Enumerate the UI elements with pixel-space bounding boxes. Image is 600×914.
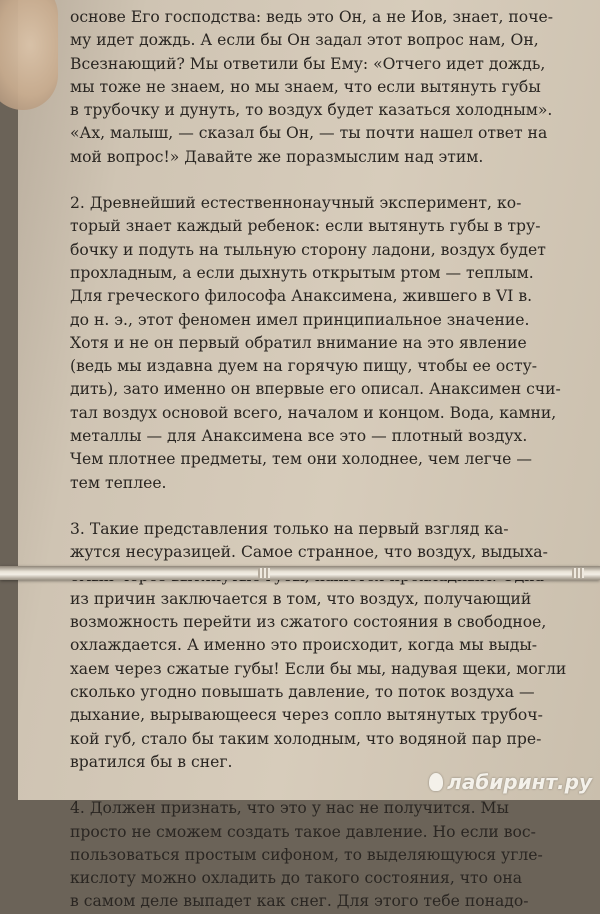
split-marker: [572, 568, 584, 578]
text-line: охлаждается. А именно это происходит, когда мы выды-: [70, 636, 538, 655]
text-line: бочку и подуть на тыльную сторону ладони, воздух будет: [70, 240, 546, 259]
text-line: Чем плотнее предметы, тем они холоднее, чем легче —: [70, 450, 532, 469]
text-line: вратился бы в снег.: [70, 752, 233, 771]
text-line: возможность перейти из сжатого состояния в свободное,: [70, 613, 547, 632]
paragraph: [70, 797, 582, 913]
text-line: торый знает каждый ребенок: если вытянуть губы в тру-: [70, 217, 541, 236]
text-line: металлы — для Анаксимена все это — плотный воздух.: [70, 427, 528, 446]
paragraph: [70, 518, 582, 774]
text-line: до н. э., этот феномен имел принципиальное значение.: [70, 310, 530, 329]
text-line: сколько угодно повышать давление, то поток воздуха —: [70, 683, 535, 702]
paragraph-gap: [70, 169, 582, 192]
paragraph: [70, 6, 582, 169]
text-line: мы тоже не знаем, но мы знаем, что если вытянуть губы: [70, 77, 541, 96]
text-line: просто не сможем создать такое давление. Но если вос-: [70, 822, 536, 841]
labyrinth-logo-icon: [429, 773, 443, 791]
text-line: му идет дождь. А если бы Он задал этот вопрос нам, Он,: [70, 31, 539, 50]
text-line: прохладным, а если дыхнуть открытым ртом — теплым.: [70, 263, 534, 282]
paragraph-gap: [70, 495, 582, 518]
text-line: дить), зато именно он впервые его описал. Анаксимен счи-: [70, 380, 561, 399]
text-line: мой вопрос!» Давайте же поразмыслим над этим.: [70, 147, 484, 166]
text-line: жутся несуразицей. Самое странное, что воздух, выдыха-: [70, 543, 548, 562]
split-marker: [258, 568, 270, 578]
text-line: хаем через сжатые губы! Если бы мы, надувая щеки, могли: [70, 659, 567, 678]
page-split-overlay: [0, 566, 600, 580]
text-line: в трубочку и дунуть, то воздух будет казаться холодным».: [70, 101, 553, 120]
text-line: Для греческого философа Анаксимена, жившего в VI в.: [70, 287, 533, 306]
text-line: Всезнающий? Мы ответили бы Ему: «Отчего идет дождь,: [70, 54, 546, 73]
text-line: в самом деле выпадет как снег. Для этого тебе понадо-: [70, 892, 529, 911]
text-line: основе Его господства: ведь это Он, а не Иов, знает, поче-: [70, 8, 554, 26]
site-watermark: [429, 770, 592, 794]
text-line: (ведь мы издавна дуем на горячую пищу, чтобы ее осту-: [70, 357, 538, 376]
text-line: дыхание, вырывающееся через сопло вытянутых трубоч-: [70, 706, 543, 725]
text-line: тал воздух основой всего, началом и концом. Вода, камни,: [70, 403, 557, 422]
text-line: кислоту можно охладить до такого состояния, что она: [70, 869, 523, 888]
text-line: «Ах, малыш, — сказал бы Он, — ты почти нашел ответ на: [70, 124, 548, 143]
thumb-finger: [0, 0, 58, 110]
text-line: 4. Должен признать, что это у нас не получится. Мы: [70, 799, 509, 818]
text-line: Хотя и не он первый обратил внимание на это явление: [70, 333, 527, 352]
text-line: кой губ, стало бы таким холодным, что водяной пар пре-: [70, 729, 542, 748]
text-line: из причин заключается в том, что воздух, получающий: [70, 589, 532, 608]
paragraph: [70, 192, 582, 495]
text-line: пользоваться простым сифоном, то выделяющуюся угле-: [70, 845, 543, 864]
text-line: 2. Древнейший естественнонаучный эксперимент, ко-: [70, 194, 522, 213]
watermark-text: лабиринт.ру: [447, 770, 592, 794]
book-page: [18, 0, 600, 911]
text-line: 3. Такие представления только на первый взгляд ка-: [70, 519, 509, 538]
text-line: тем теплее.: [70, 473, 167, 492]
